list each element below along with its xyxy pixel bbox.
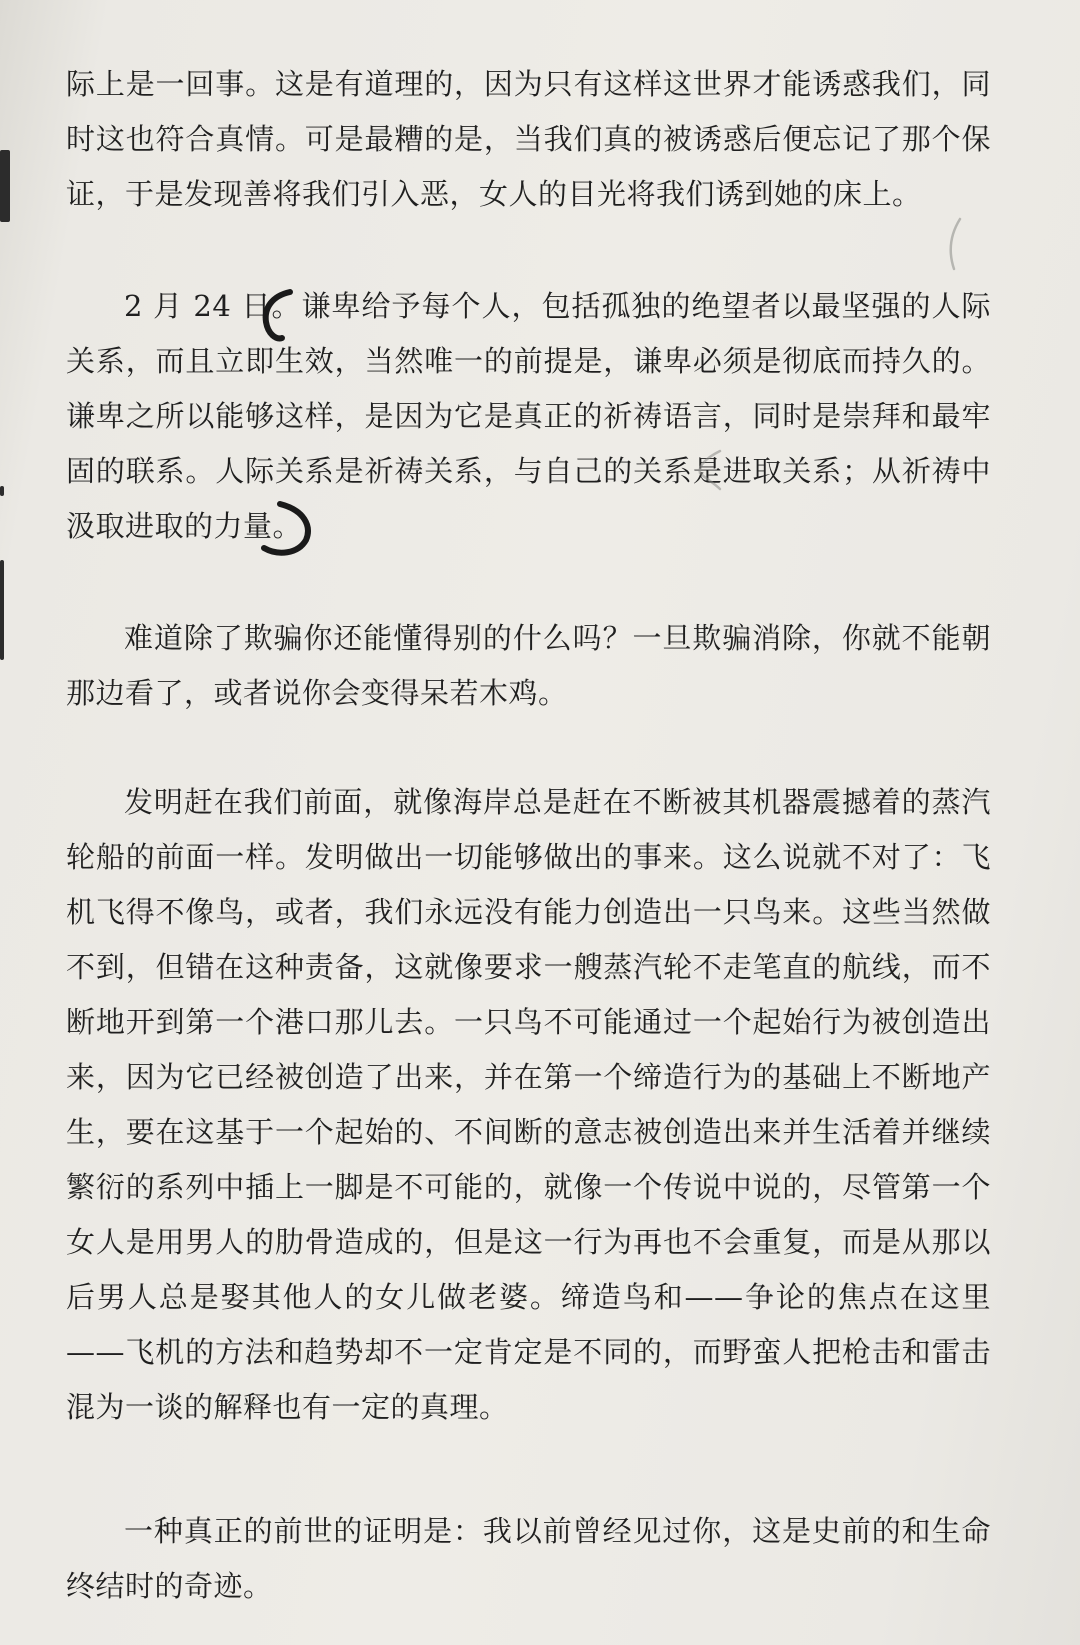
pencil-mark-icon	[940, 215, 970, 275]
paragraph-text: 发明赶在我们前面，就像海岸总是赶在不断被其机器震撼着的蒸汽轮船的前面一样。发明做出一切能够做出的事来。这么说就不对了：飞机飞得不像鸟，或者，我们永远没有能力创造出一只鸟来。这些当然做不到，但错在这种责备，这就像要求一艘蒸汽轮不走笔直的航线，而不断地开到第一个港口那儿去。一只鸟不可能通过一个起始行为被创造出来，因为它已经被创造了出来，并在第一个缔造行为的基础上不断地产生，要在这基于一个起始的、不间断的意志被创造出来并生活着并继续繁衍的系列中插上一脚是不可能的，就像一个传说中说的，尽管第一个女人是用男人的肋骨造成的，但是这一行为再也不会重复，而是从那以后男人总是娶其他人的女儿做老婆。缔造鸟和——争论的焦点在这里——飞机的方法和趋势却不一定肯定是不同的，而野蛮人把枪击和雷击混为一谈的解释也有一定的真理。	[66, 785, 991, 1424]
paragraph-text: 难道除了欺骗你还能懂得别的什么吗？一旦欺骗消除，你就不能朝那边看了，或者说你会变得呆若木鸡。	[66, 621, 991, 710]
spine-edge-mark	[0, 150, 10, 222]
paragraph-text: 2 月 24 日。谦卑给予每个人，包括孤独的绝望者以最坚强的人际关系，而且立即生效，当然唯一的前提是，谦卑必须是彻底而持久的。谦卑之所以能够这样，是因为它是真正的祈祷语言，同时是崇拜和最牢固的联系。人际关系是祈祷关系，与自己的关系是进取关系；从祈祷中汲取进取的力量。	[66, 289, 991, 543]
paragraph-text: 际上是一回事。这是有道理的，因为只有这样这世界才能诱惑我们，同时这也符合真情。可是最糟的是，当我们真的被诱惑后便忘记了那个保证，于是发现善将我们引入恶，女人的目光将我们诱到她的床上。	[66, 67, 991, 211]
spine-edge-mark	[0, 486, 4, 496]
paragraph-journal-entry	[66, 279, 991, 554]
paragraph-deception	[66, 611, 991, 721]
paragraph-text: 一种真正的前世的证明是：我以前曾经见过你，这是史前的和生命终结时的奇迹。	[66, 1514, 991, 1603]
spine-edge-mark	[0, 560, 4, 660]
paragraph-past-life	[66, 1504, 991, 1614]
paragraph-invention	[66, 775, 991, 1435]
paragraph-continuation	[66, 57, 991, 222]
